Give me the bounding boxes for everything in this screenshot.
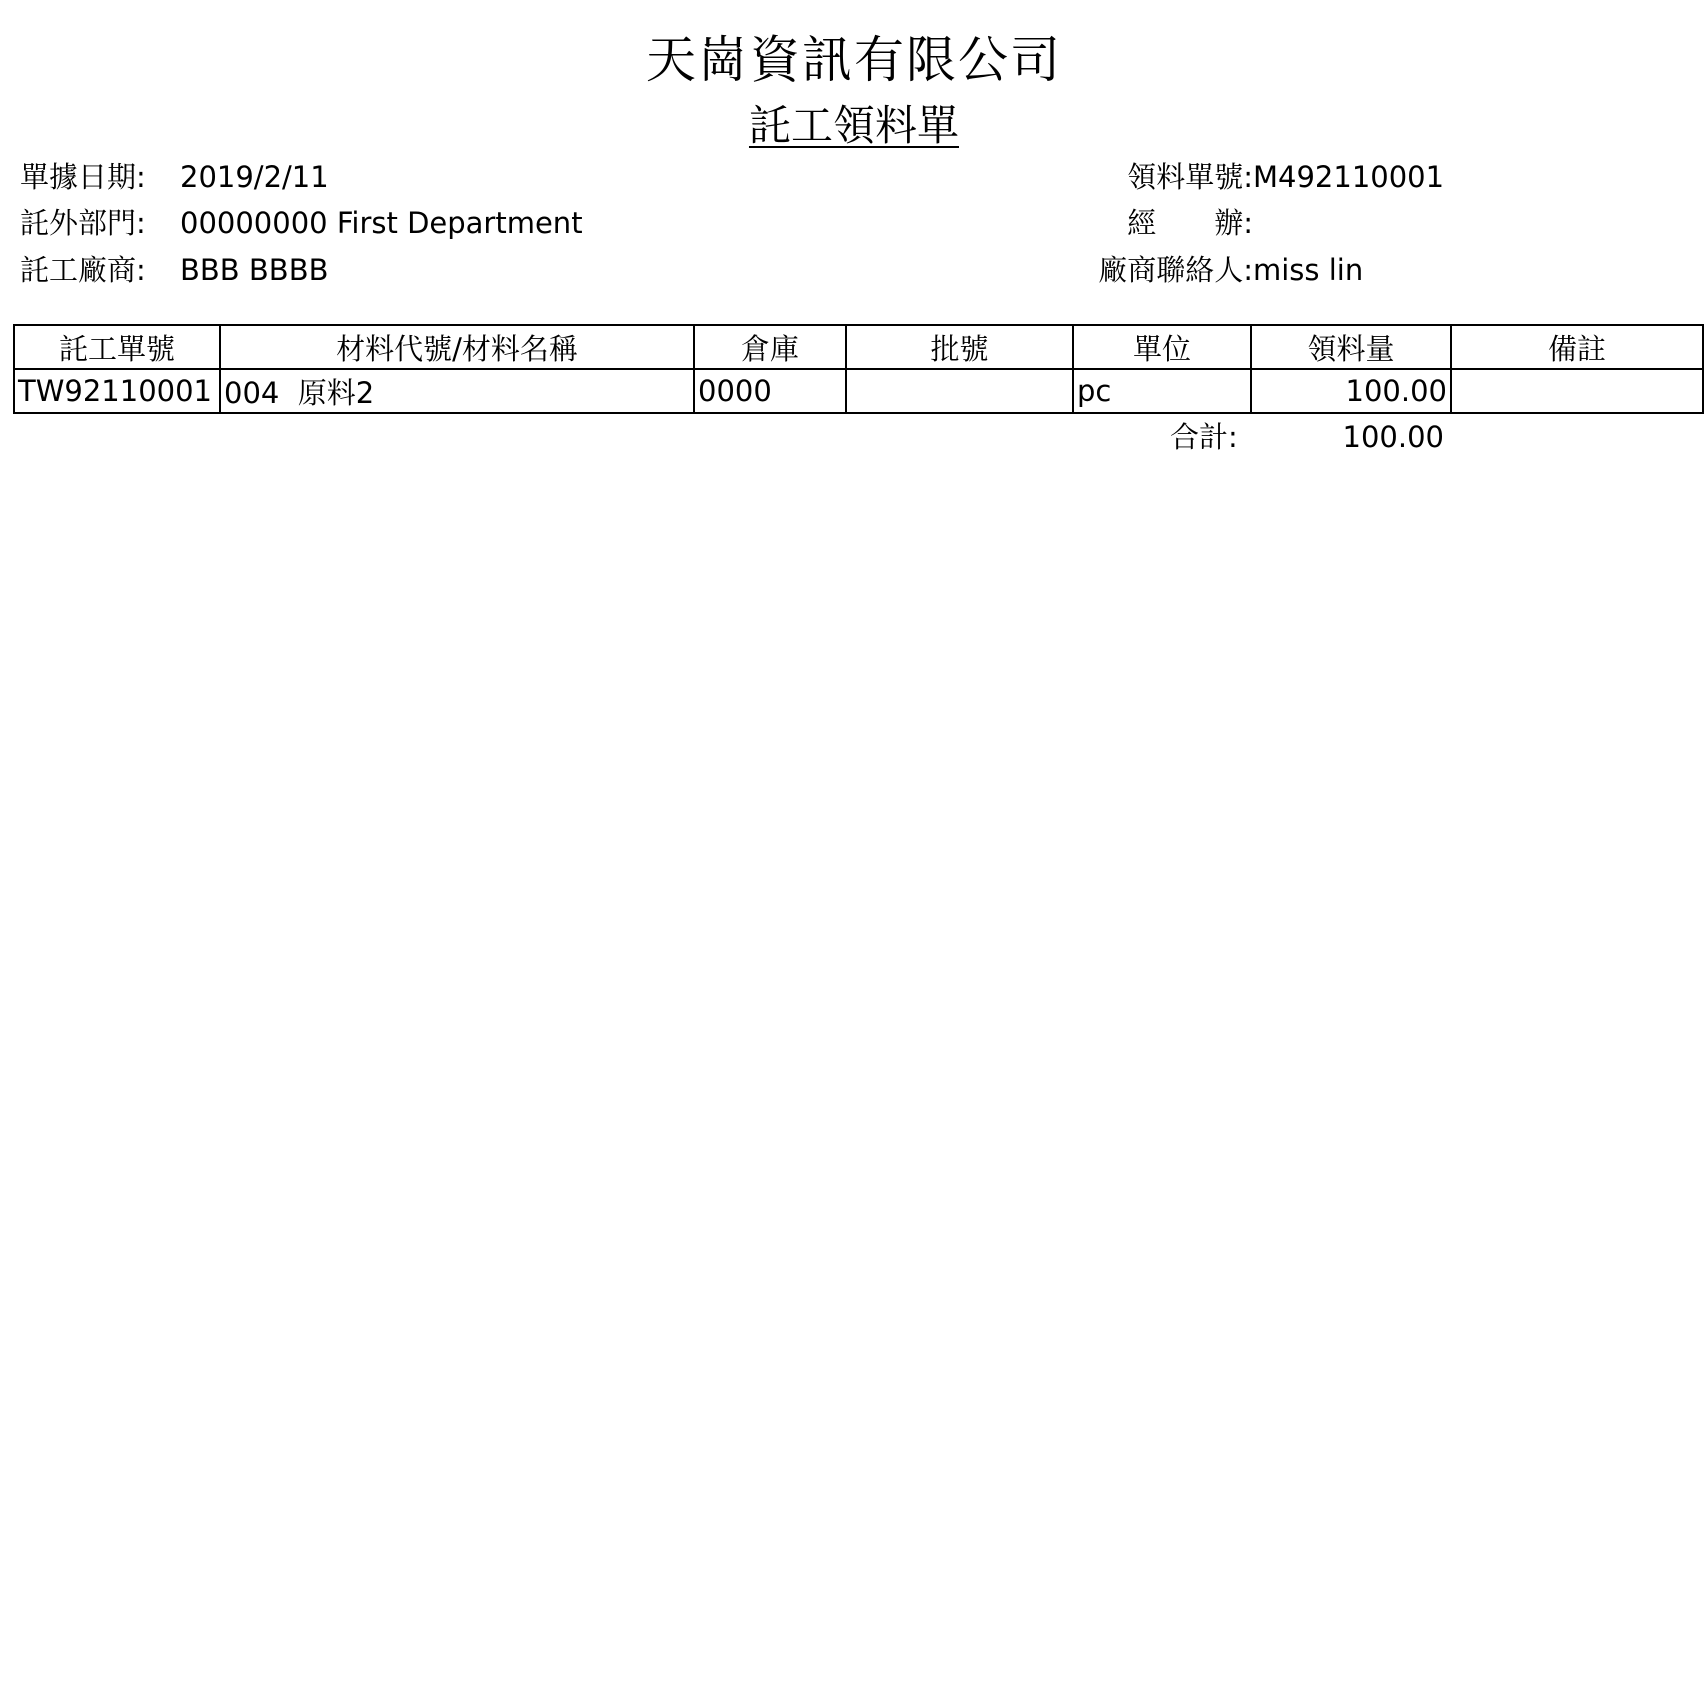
cell-unit: pc — [1073, 369, 1251, 413]
column-header-quantity: 領料量 — [1251, 325, 1451, 369]
cell-warehouse: 0000 — [694, 369, 846, 413]
column-header-batch: 批號 — [846, 325, 1073, 369]
company-name: 天崗資訊有限公司 — [646, 31, 1062, 89]
column-header-warehouse: 倉庫 — [694, 325, 846, 369]
order-no-value: M492110001 — [1253, 160, 1445, 194]
doc-date-label: 單據日期: — [20, 160, 146, 194]
column-header-work-order: 託工單號 — [14, 325, 220, 369]
cell-quantity: 100.00 — [1251, 369, 1451, 413]
total-value: 100.00 — [1342, 420, 1444, 454]
cell-material: 004 原料2 — [220, 369, 694, 413]
cell-remark — [1451, 369, 1703, 413]
doc-date-field — [20, 157, 329, 197]
doc-date-value: 2019/2/11 — [180, 160, 329, 194]
total-label: 合計: — [1170, 420, 1238, 454]
contact-field — [1070, 250, 1363, 290]
order-no-label: 領料單號: — [1127, 160, 1253, 194]
table-row — [14, 369, 1703, 413]
column-header-material: 材料代號/材料名稱 — [220, 325, 694, 369]
dept-field — [20, 203, 583, 243]
dept-value: 00000000 First Department — [180, 206, 583, 240]
dept-label: 託外部門: — [20, 206, 146, 240]
contact-label: 廠商聯絡人: — [1098, 253, 1253, 287]
order-no-field — [1070, 157, 1444, 197]
contact-value: miss lin — [1253, 253, 1364, 287]
document-title: 託工領料單 — [748, 101, 959, 150]
table-header-row — [14, 325, 1703, 369]
vendor-field — [20, 250, 328, 290]
handler-label: 經 辦: — [1127, 206, 1253, 240]
materials-table — [13, 324, 1704, 414]
cell-batch — [846, 369, 1073, 413]
vendor-label: 託工廠商: — [20, 253, 146, 287]
column-header-remark: 備註 — [1451, 325, 1703, 369]
cell-work-order: TW92110001 — [14, 369, 220, 413]
handler-field — [1070, 203, 1253, 243]
document-title-wrap — [0, 98, 1708, 154]
column-header-unit: 單位 — [1073, 325, 1251, 369]
vendor-value: BBB BBBB — [180, 253, 329, 287]
